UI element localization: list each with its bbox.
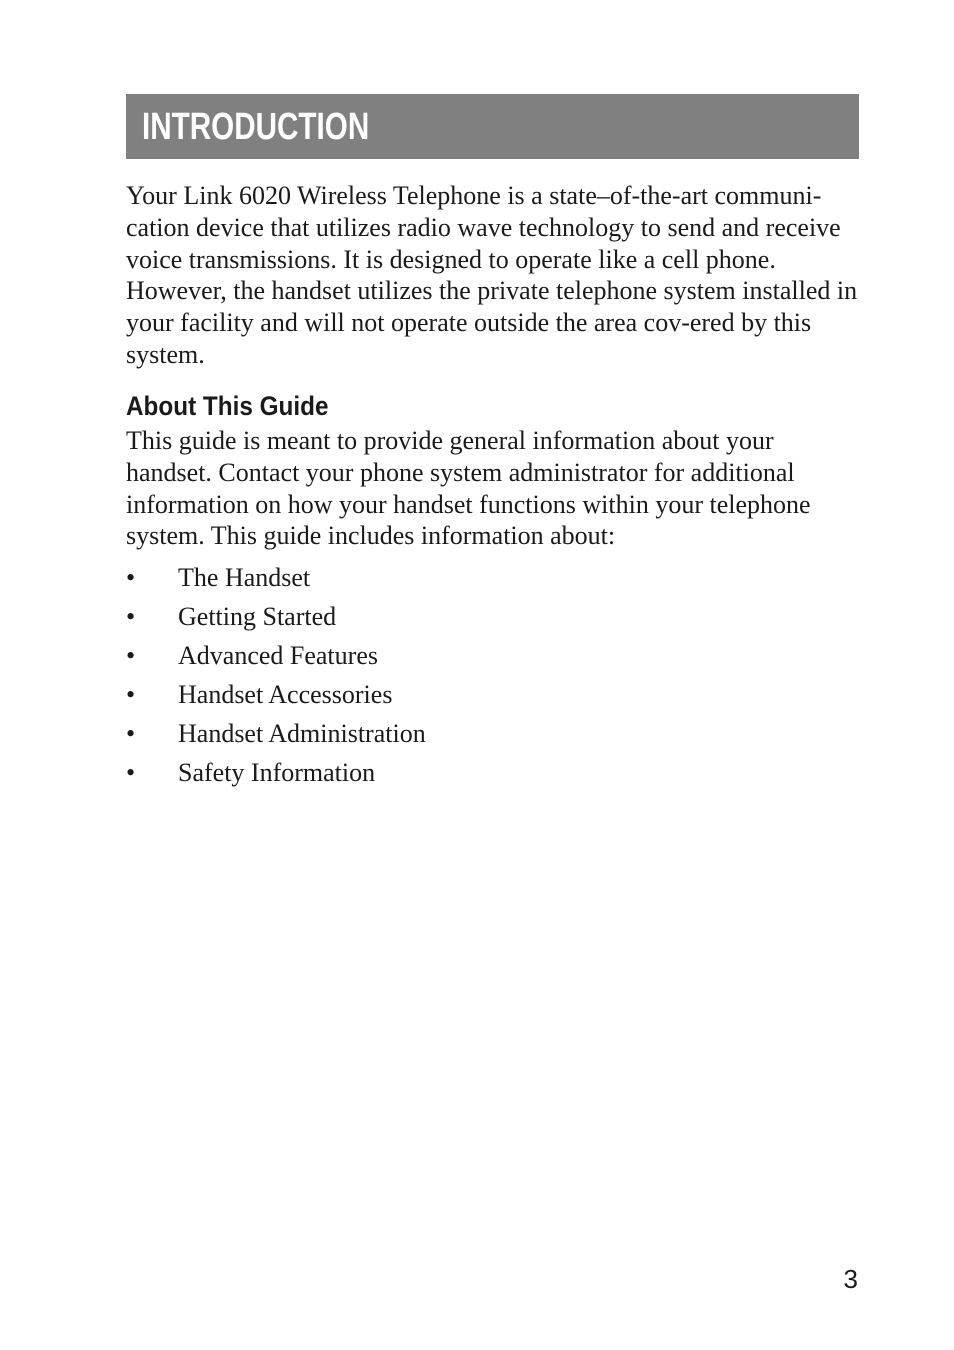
section-title: INTRODUCTION: [142, 105, 370, 148]
list-item-label: Getting Started: [178, 602, 337, 631]
bullet-icon: •: [126, 758, 136, 787]
bullet-icon: •: [126, 680, 136, 709]
bullet-icon: •: [126, 563, 136, 592]
page-number: 3: [843, 1264, 858, 1294]
about-guide-paragraph: This guide is meant to provide general information about your handset. Contact your phone system administrator for additional information on how your handset functions within your telephone system. This guide includes information about:: [126, 426, 811, 551]
bullet-icon: •: [126, 719, 136, 748]
intro-paragraph: Your Link 6020 Wireless Telephone is a state–of-the-art communi-cation device that utilizes radio wave technology to send and receive voice transmissions. It is designed to operate like a cell phone. However, the handset utilizes the private telephone system installed in your facility and will not operate outside the area cov-ered by this system.: [126, 181, 858, 369]
bullet-icon: •: [126, 641, 136, 670]
list-item-label: The Handset: [178, 563, 311, 592]
list-item-label: Handset Accessories: [178, 680, 393, 709]
section-header-bar: [126, 94, 859, 159]
list-item-label: Advanced Features: [178, 641, 378, 670]
list-item-label: Handset Administration: [178, 719, 426, 748]
list-item-label: Safety Information: [178, 758, 376, 787]
bullet-icon: •: [126, 602, 136, 631]
about-guide-heading: About This Guide: [126, 391, 329, 421]
